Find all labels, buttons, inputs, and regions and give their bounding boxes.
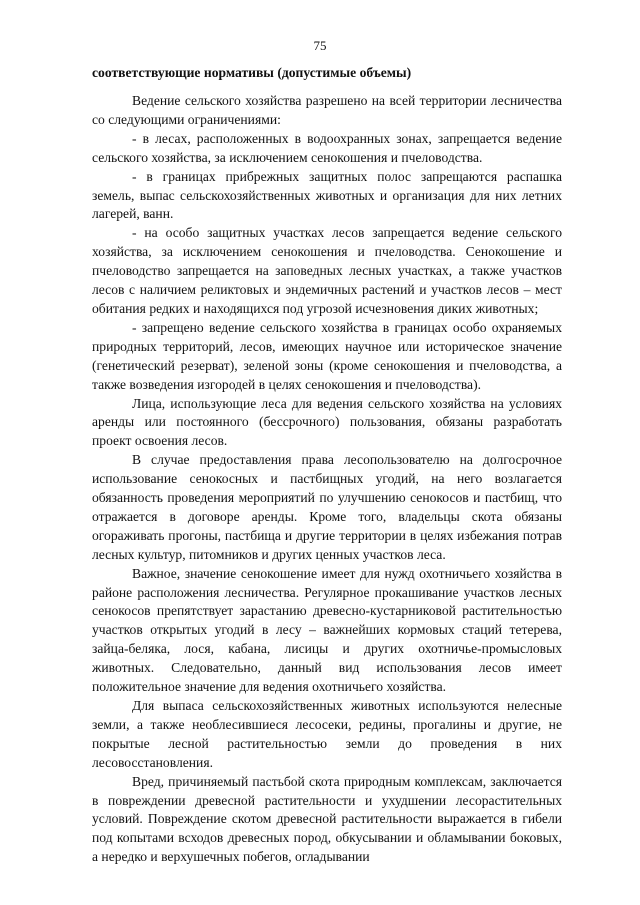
paragraph-long-term-use: В случае предоставления права лесопользователю на долгосрочное использование сенокосных и пастбищных угодий, на него возлагается обязанность проведения мероприятий по улучшению сенокосов и пастбищ, что отражается в договоре аренды. Кроме того, владельцы скота обязаны огораживать прогоны, пастбища и другие территории в целях избежания потрав лесных культур, питомников и других ценных участков леса. bbox=[92, 452, 562, 562]
page-number: 75 bbox=[313, 38, 327, 53]
paragraph-protected-territories: - запрещено ведение сельского хозяйства в границах особо охраняемых природных территорий, лесов, имеющих научное или историческое значение (генетический резерват), зеленой зоны (кроме сенокошения и пчеловодства, а также возведения изгородей в целях сенокошения и пчеловодства). bbox=[92, 319, 562, 392]
paragraph-grazing-lands: Для выпаса сельскохозяйственных животных используются нелесные земли, а также необлесившиеся лесосеки, редины, прогалины и другие, не покрытые лесной растительностью земли до проведения в них лесовосстановления. bbox=[92, 698, 562, 770]
paragraph-forest-users: Лица, использующие леса для ведения сельского хозяйства на условиях аренды или постоянного (бессрочного) пользования, обязаны разработать проект освоения лесов. bbox=[92, 395, 562, 449]
body-text bbox=[92, 92, 562, 867]
paragraph-coastal-strips: - в границах прибрежных защитных полос запрещаются распашка земель, выпас сельскохозяйственных животных и организация для них летних лагерей, ванн. bbox=[92, 168, 562, 222]
paragraph-protective-plots: - на особо защитных участках лесов запрещается ведение сельского хозяйства, за исключением сенокошения и пчеловодства. Сенокошение и пчеловодство запрещается на заповедных лесных участках, а также участков лесов с наличием реликтовых и эндемичных растений и участков лесов – мест обитания редких и находящихся под угрозой исчезновения диких животных; bbox=[92, 225, 562, 316]
paragraph-intro: Ведение сельского хозяйства разрешено на всей территории лесничества со следующими ограничениями: bbox=[92, 93, 562, 127]
paragraph-hunting-value: Важное, значение сенокошение имеет для нужд охотничьего хозяйства в районе расположения лесничества. Регулярное прокашивание участков лесных сенокосов препятствует зарастанию древесно-кустарниковой растительностью участков открытых угодий в лесу – важнейших кормовых стаций тетерева, зайца-беляка, лося, кабана, лисицы и других охотничье-промысловых животных. Следовательно, данный вид использования лесов имеет положительное значение для ведения охотничьего хозяйства. bbox=[92, 565, 562, 695]
section-heading: соответствующие нормативы (допустимые объемы) bbox=[92, 65, 412, 80]
paragraph-grazing-damage: Вред, причиняемый пастьбой скота природным комплексам, заключается в повреждении древесной растительности и ухудшении лесорастительных условий. Повреждение скотом древесной растительности выражается в гибели под копытами всходов древесных пород, обкусывании и обламывании боковых, а нередко и верхушечных побегов, огладывании bbox=[92, 773, 562, 865]
paragraph-water-protection: - в лесах, расположенных в водоохранных зонах, запрещается ведение сельского хозяйства, за исключением сенокошения и пчеловодства. bbox=[92, 130, 562, 165]
